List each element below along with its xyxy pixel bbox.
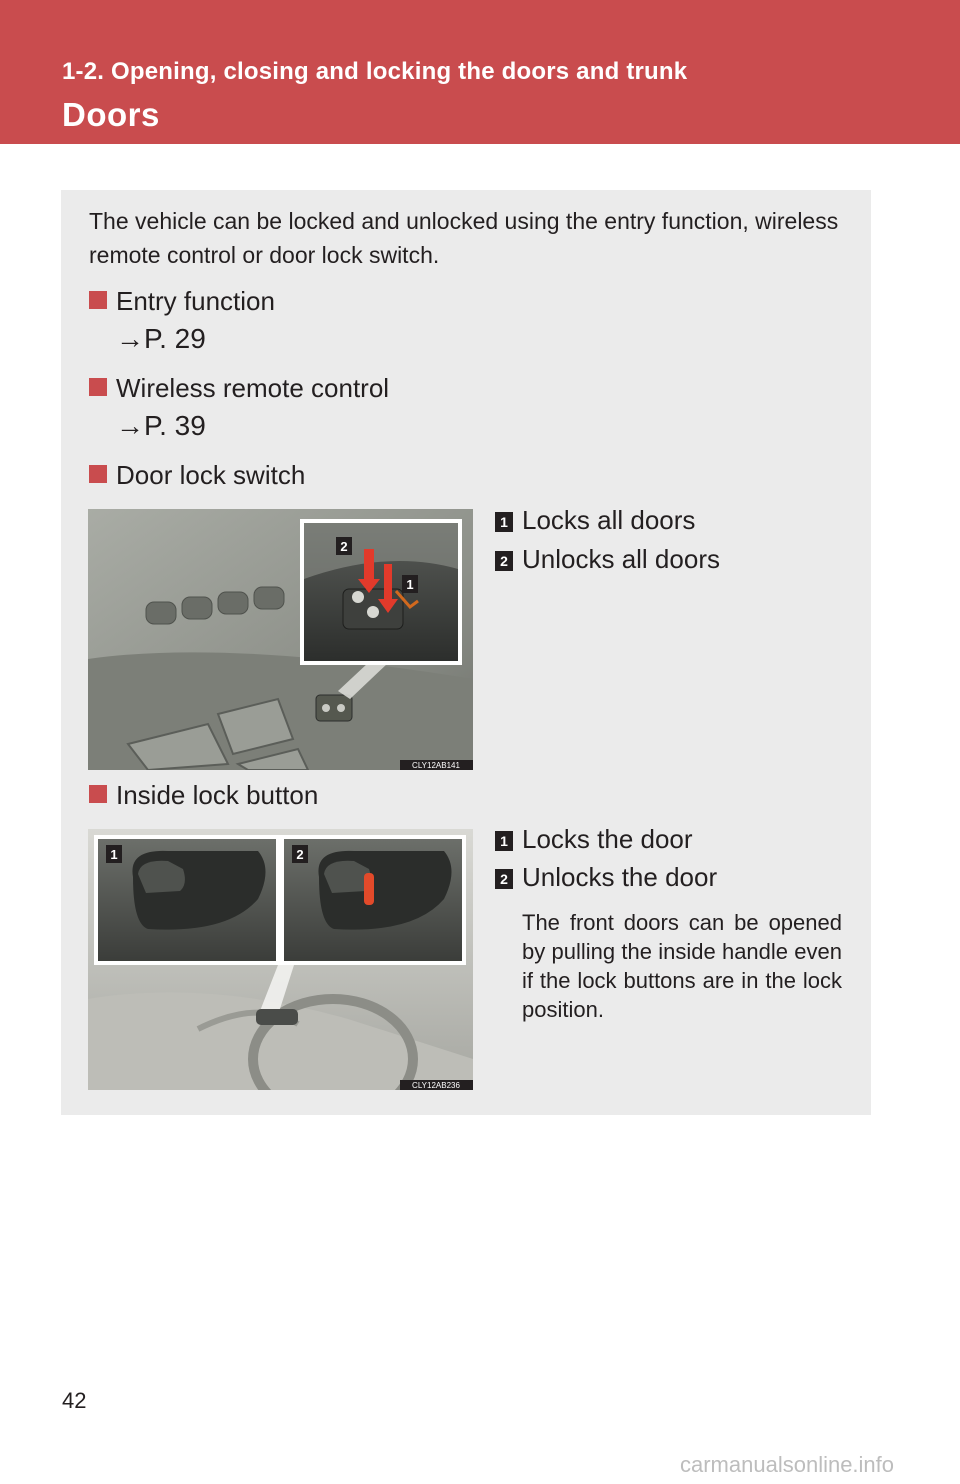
page-header [0, 0, 960, 144]
heading-label: Door lock switch [116, 460, 306, 490]
legend-label: Locks all doors [522, 505, 696, 535]
legend-item [495, 824, 693, 854]
figure-code: CLY12AB236 [412, 1081, 460, 1090]
page-number: 42 [62, 1388, 87, 1413]
door-lock-switch-figure [88, 509, 473, 770]
number-badge-icon: 2 [495, 869, 513, 889]
number-badge-icon: 1 [495, 512, 513, 532]
figure-callout-label: 2 [340, 539, 348, 554]
watermark: carmanualsonline.info [680, 1452, 895, 1477]
legend-label: Unlocks all doors [522, 544, 720, 574]
page-title: Doors [62, 96, 160, 133]
legend-item [495, 505, 695, 535]
legend-label: Unlocks the door [522, 862, 718, 892]
heading-inside-lock-button [89, 780, 318, 810]
page-reference-link[interactable]: →P. 29 [116, 323, 206, 354]
number-badge-icon: 1 [495, 831, 513, 851]
legend-label: Locks the door [522, 824, 693, 854]
legend-item [495, 544, 720, 574]
figure-callout-label: 1 [406, 577, 414, 592]
bullet-square-icon [89, 785, 107, 803]
page-reference-link[interactable]: →P. 39 [116, 410, 206, 441]
heading-entry-function [89, 286, 275, 316]
legend-item [495, 862, 717, 892]
heading-door-lock-switch [89, 460, 305, 490]
figure-callout-label: 2 [296, 847, 304, 862]
section-title: 1-2. Opening, closing and locking the doors and trunk [62, 58, 688, 85]
intro-text: The vehicle can be locked and unlocked using the entry function, wireless remote control or door lock switch. [89, 208, 839, 268]
heading-label: Wireless remote control [116, 373, 390, 403]
bullet-square-icon [89, 291, 107, 309]
note-text: The front doors can be opened by pulling the inside handle even if the lock buttons are in the lock position. [522, 910, 842, 1022]
bullet-square-icon [89, 465, 107, 483]
heading-label: Inside lock button [116, 780, 319, 810]
figure-callout-label: 1 [110, 847, 118, 862]
heading-label: Entry function [116, 286, 275, 316]
figure-code: CLY12AB141 [412, 761, 460, 770]
number-badge-icon: 2 [495, 551, 513, 571]
heading-wireless-remote [89, 373, 389, 403]
inside-lock-button-figure [88, 829, 473, 1090]
bullet-square-icon [89, 378, 107, 396]
